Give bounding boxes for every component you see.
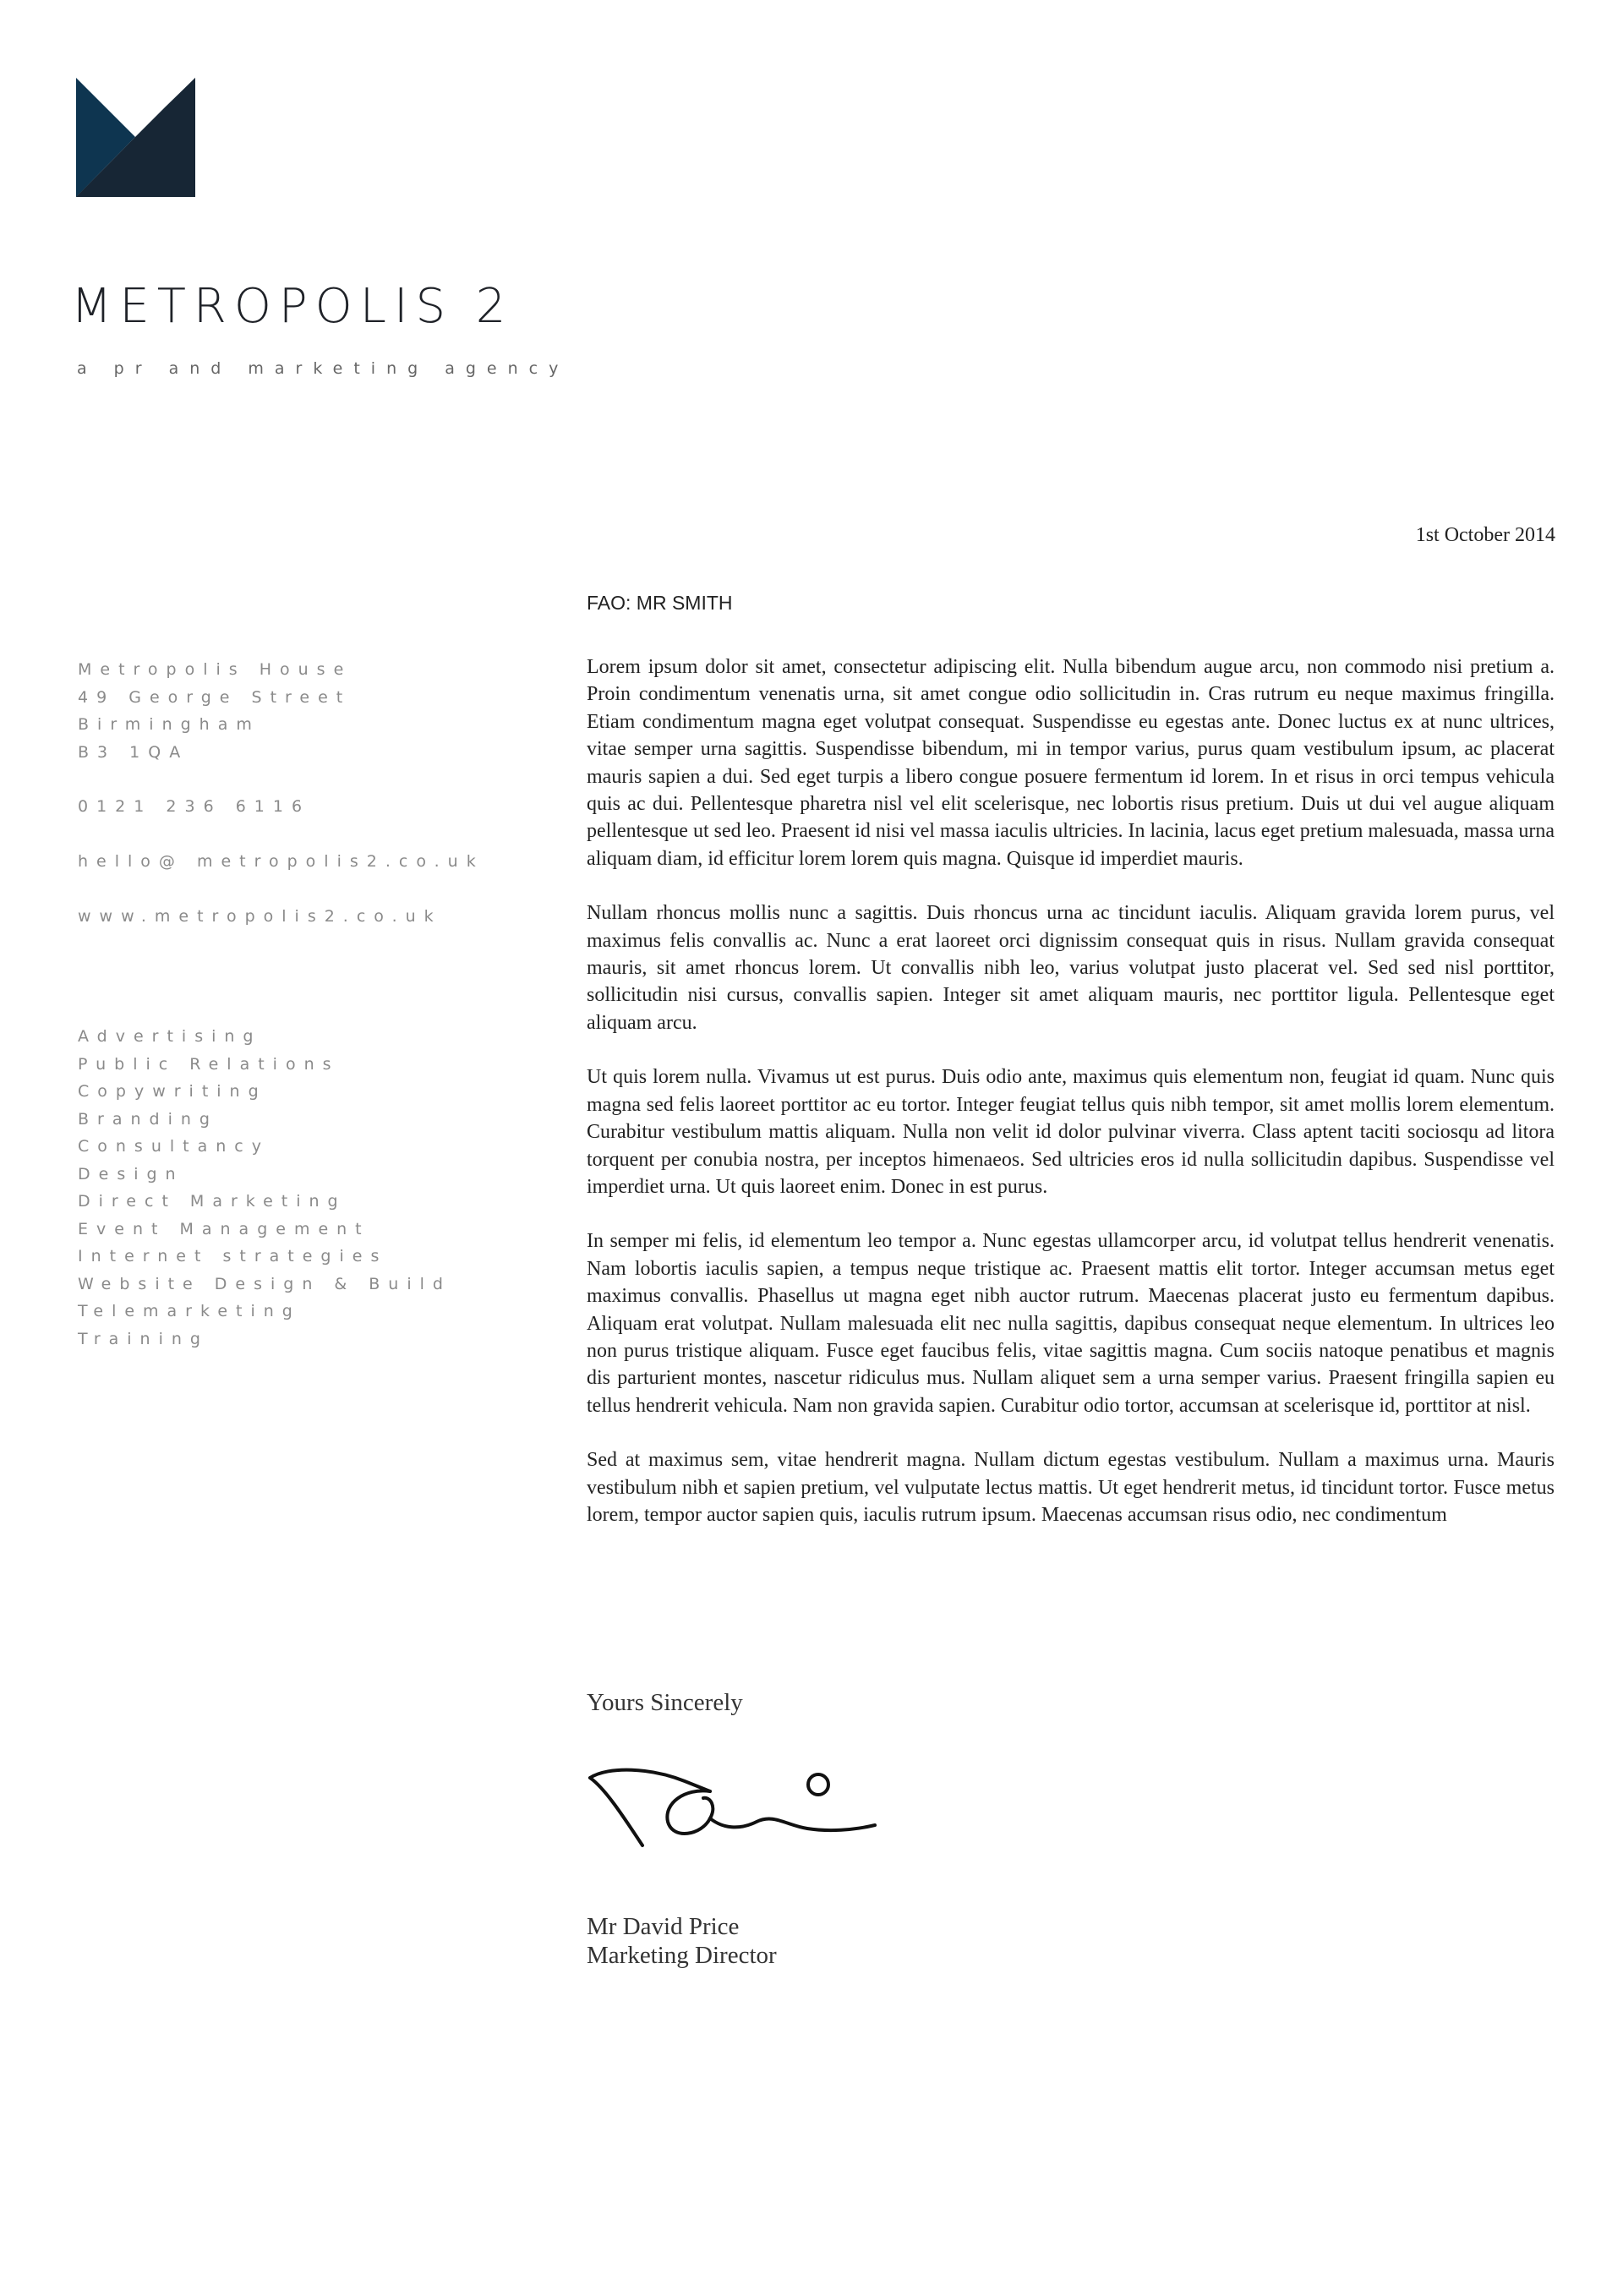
address-line: B3 1QA	[78, 742, 189, 762]
body-paragraph: Nullam rhoncus mollis nunc a sagittis. Duis rhoncus urna ac tincidunt iaculis. Aliquam gravida lorem purus, vel maximus felis convallis ac. Nunc a erat laoreet orci dignissim consequat quis in risus. Nullam gravida consequat mauris, sit amet rhoncus lorem. Ut convallis nibh leo, varius volutpat justo placerat vel. Sed sed nisl porttitor, sollicitudin nisi cursus, convallis sapien. Integer sit amet aliquam mauris, nec porttitor ligula. Pellentesque eget aliquam arcu.	[587, 902, 1555, 1034]
service-item: Branding	[78, 1109, 218, 1129]
website-link[interactable]	[78, 903, 442, 931]
service-item: Internet strategies	[78, 1247, 388, 1266]
services-list	[78, 1023, 451, 1353]
address-line: Metropolis House	[78, 660, 352, 679]
service-item: Copywriting	[78, 1082, 267, 1101]
service-item: Advertising	[78, 1027, 262, 1046]
metropolis-logo-icon	[76, 78, 195, 197]
letter-date: 1st October 2014	[1415, 524, 1555, 546]
body-paragraph: Sed at maximus sem, vitae hendrerit magna. Nullam dictum egestas vestibulum. Nullam a maximus urna. Mauris vestibulum nibh et sapien pretium, vel vulputate lectus mattis. Ut eget hendrerit metus, id tincidunt tortor. Fusce metus lorem, tempor auctor sapien quis, iaculis rutrum ipsum. Maecenas accumsan risus odio, nec condimentum	[587, 1449, 1555, 1526]
signer-name: Mr David Price	[587, 1913, 740, 1940]
service-item: Consultancy	[78, 1137, 270, 1156]
phone-text: 0121 236 6116	[78, 797, 311, 816]
address-block	[78, 656, 352, 766]
phone-number	[78, 793, 310, 821]
service-item: Telemarketing	[78, 1302, 301, 1320]
service-item: Public Relations	[78, 1054, 340, 1074]
body-paragraph: Lorem ipsum dolor sit amet, consectetur adipiscing elit. Nulla bibendum augue arcu, non commodo nisi pretium a. Proin condimentum venenatis urna, sit amet congue odio sollicitudin in. Cras rutrum eu neque maximus fringilla. Etiam condimentum magna eget volutpat consequat. Suspendisse eu egestas ante. Donec luctus ex at nunc ultrices, vitae semper urna sagittis. Suspendisse bibendum, mi in tempor varius, purus quam vestibulum ipsum, ac placerat mauris sapien a dui. Sed eget turpis a libero congue posuere fermentum id lorem. In et risus in orci tempus vehicula quis ac dui. Pellentesque pharetra nisl vel elit scelerisque, nec lobortis risus pretium. Duis ut dui vel augue aliquam pellentesque ut sed leo. Praesent id nisi vel massa iaculis ultricies. In lacinia, lacus eget pretium malesuada, massa urna aliquam diam, id efficitur lorem lorem quis magna. Quisque id imperdiet mauris.	[587, 656, 1555, 870]
website-text[interactable]: www.metropolis2.co.uk	[78, 907, 442, 926]
service-item: Design	[78, 1164, 184, 1184]
service-item: Website Design & Build	[78, 1274, 451, 1293]
service-item: Training	[78, 1329, 209, 1348]
address-line: 49 George Street	[78, 687, 352, 707]
company-tagline: a pr and marketing agency	[77, 359, 570, 378]
signature-image	[583, 1763, 879, 1851]
letter-recipient: FAO: MR SMITH	[587, 592, 733, 614]
email-text[interactable]: hello@ metropolis2.co.uk	[78, 852, 484, 871]
company-name: METROPOLIS 2	[71, 279, 514, 334]
service-item: Event Management	[78, 1219, 370, 1238]
signer-title: Marketing Director	[587, 1942, 777, 1969]
letter-closing: Yours Sincerely	[587, 1689, 743, 1716]
email-address[interactable]	[78, 848, 484, 876]
body-paragraph: In semper mi felis, id elementum leo tempor a. Nunc egestas ullamcorper arcu, id volutpat tellus hendrerit venenatis. Nam lobortis iaculis sapien, a tempus neque tristique ac. Praesent mattis elit tortor. Integer accumsan metus eget maximus convallis. Phasellus ut magna eget nibh auctor rutrum. Maecenas placerat justo eu fermentum dapibus. Aliquam erat volutpat. Nullam malesuada elit nec nulla sagittis, dapibus consequat neque elementum. In ultrices leo non purus tristique aliquam. Fusce eget faucibus felis, vitae sagittis magna. Cum sociis natoque penatibus et magnis dis parturient montes, nascetur ridiculus mus. Nullam aliquet sem a urna semper varius. Praesent fringilla sapien eu tellus hendrerit vehicula. Nam non gravida sapien. Curabitur odio tortor, accumsan at scelerisque id, porttitor at nisl.	[587, 1230, 1555, 1417]
address-line: Birmingham	[78, 715, 260, 734]
signer-block	[587, 1912, 777, 1970]
body-paragraph: Ut quis lorem nulla. Vivamus ut est purus. Duis odio ante, maximus quis elementum non, feugiat id quam. Nunc quis magna sed felis laoreet porttitor ac eu tortor. Integer feugiat tellus quis nibh tempor, sit amet mollis lorem elementum. Curabitur vestibulum mattis aliquam. Nulla non velit id dolor pulvinar viverra. Class aptent taciti sociosqu ad litora torquent per conubia nostra, per inceptos himenaeos. Sed ultricies eros id nulla sollicitudin dapibus. Suspendisse vel imperdiet urna. Ut quis laoreet enim. Donec in est purus.	[587, 1066, 1555, 1198]
letter-body	[587, 653, 1555, 1555]
service-item: Direct Marketing	[78, 1192, 347, 1211]
